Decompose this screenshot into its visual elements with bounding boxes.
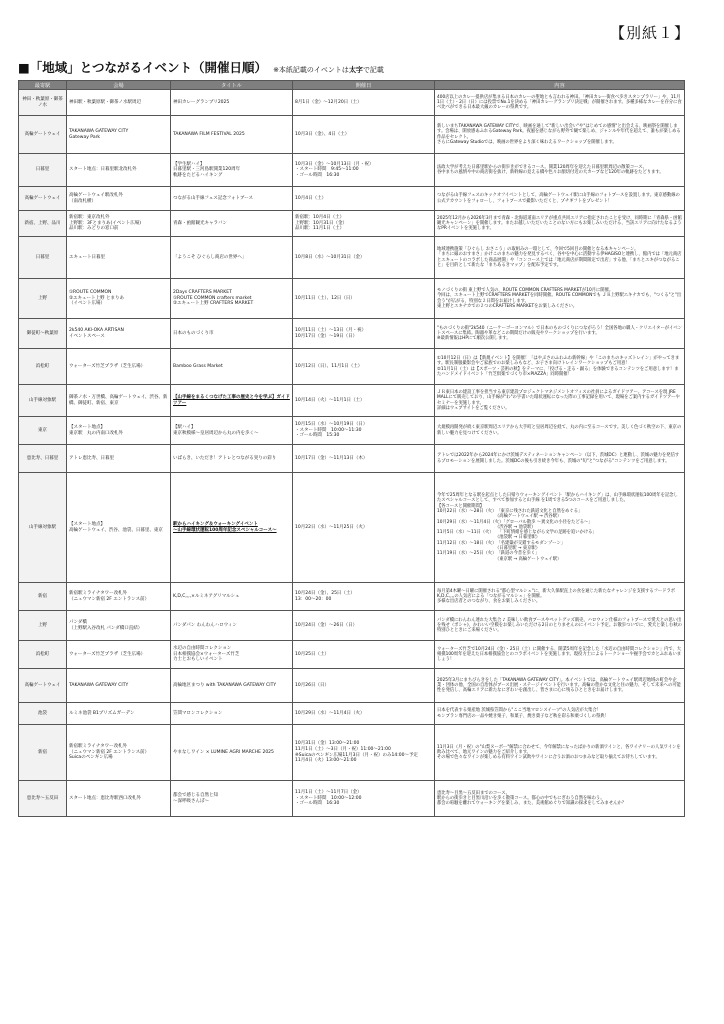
period-cell: 10月15日（水）～10月19日（日） ・スタート時間 10:00～11:30 ・ゴール時間 15:30 bbox=[293, 417, 435, 445]
station-cell: 浜松町 bbox=[19, 641, 67, 669]
period-cell: 10月8日（水）～10月31日（金） bbox=[293, 237, 435, 279]
venue-cell: 新宿駅：東京改札外 上野駅：3Fとまりあ(イベント広場) 品川駅：みどりの窓口前 bbox=[67, 211, 171, 237]
table-row bbox=[19, 187, 685, 211]
station-cell: 神田・秋葉原・御茶ノ水 bbox=[19, 90, 67, 116]
venue-cell: 【スタート地点】 東京駅 丸の内南口改札外 bbox=[67, 417, 171, 445]
table-row bbox=[19, 583, 685, 611]
table-row bbox=[19, 349, 685, 385]
document-heading bbox=[18, 58, 384, 76]
table-row bbox=[19, 237, 685, 279]
station-cell: 浜松町 bbox=[19, 349, 67, 385]
table-row bbox=[19, 641, 685, 669]
title-cell: いばらき、いただき！アトレとつながる実りの彩り bbox=[171, 445, 293, 473]
station-cell: 山手線対象駅 bbox=[19, 473, 67, 583]
content-cell: 新しいまちTAKANAWA GATEWAY CITYで、映画を通して"新しい出会い"や"はじめての感情"と出会える、映画祭を開催します。会場は、開放感あふれるGateway Park。夜風を感じながら野外で観て楽しめ、ジャンルや年代を超えて、誰もが楽しめる作品をセレクト。 さらにGateway Studioでは、映画の世界をより深く味わえるワークショップを開催します。 bbox=[435, 116, 685, 154]
station-cell: 上野 bbox=[19, 279, 67, 319]
station-cell: 高輪ゲートウェイ bbox=[19, 187, 67, 211]
content-cell: 大規模再開発が続く東京駅周辺エリアから大手町と皇居周辺を経て、丸の内に至るコースです。美しく色づく秋空の下、東京の新しい魅力を見つけてください。 bbox=[435, 417, 685, 445]
venue-cell: エキュート日暮里 bbox=[67, 237, 171, 279]
period-cell: 10月25日（土） bbox=[293, 641, 435, 669]
period-cell: 10月22日（水）～11月25日（火） bbox=[293, 473, 435, 583]
title-cell: 日本のものづくり市 bbox=[171, 319, 293, 349]
station-cell: 東京 bbox=[19, 417, 67, 445]
content-cell: つながる山手線フェスのキックオフイベントとして、高輪ゲートウェイ駅に山手線のフォトブースを設置します。東京感動線の公式アカウントをフォローし、フォトブースで撮影いただくと、プチギフトをプレゼント！ bbox=[435, 187, 685, 211]
venue-cell: TAKANAWA GATEWAY CITY bbox=[67, 669, 171, 703]
period-cell: 10月24日（金）、25日（土） 13：00～20：00 bbox=[293, 583, 435, 611]
title-cell: 青森・函館観光キャラバン bbox=[171, 211, 293, 237]
column-header-station: 最寄駅 bbox=[19, 81, 67, 90]
title-cell: 高輪地区まつり with TAKANAWA GATEWAY CITY bbox=[171, 669, 293, 703]
title-cell: 神田カレーグランプリ2025 bbox=[171, 90, 293, 116]
period-cell: 10月11日（土）、12日（日） bbox=[293, 279, 435, 319]
content-cell: パンダ橋にわんわん連れた大集合 ♪ 美味しい飲食ブースやペットグッズ販売、ハロウィン仕様のフォトブースで愛犬との思い出を残せ（ボシャ)、かわいい空模をお楽しみいただける2日のとりませんのにイベント予定。お散歩ついでに、愛犬と楽しむ秋の特別ひとときにご来場ください。 bbox=[435, 611, 685, 641]
table-row bbox=[19, 703, 685, 725]
title-cell: 都会で感じる自然と知 ～深呼吸さんぽ～ bbox=[171, 781, 293, 817]
column-header-venue: 会場 bbox=[67, 81, 171, 90]
station-cell: 新宿 bbox=[19, 725, 67, 781]
table-row bbox=[19, 669, 685, 703]
heading-note-suffix: で記載 bbox=[362, 66, 384, 74]
venue-cell: パンダ橋 （上野駅入谷改札 パンダ橋口直結） bbox=[67, 611, 171, 641]
venue-cell: TAKANAWA GATEWAY CITY Gateway Park bbox=[67, 116, 171, 154]
period-cell: 10月11日（土）～13日（月・祝） 10月17日（金）～19日（日） bbox=[293, 319, 435, 349]
content-cell: ウォーターズ竹芝で10月24日（金）・25日（土）に開催する、開業5周年を記念した「水辺の自由時間コレクション」内で、大相撲100周年を迎えた日本相撲協会とのコラボイベントを実施します。現役力士によるトークショーや握手会でカとふれあいましょう！ bbox=[435, 641, 685, 669]
station-cell: 御徒町～秋葉原 bbox=[19, 319, 67, 349]
period-cell: 10月31日（金）13:00～21:00 11月1日（土）～3日（月・祝）11:00～21:00 ※Suicaのペンギン広場11月3日（月・祝）のみ14:00～予定 11月4日（火）13:00～21:00 bbox=[293, 725, 435, 781]
heading-note-prefix: ※本紙記載のイベントは bbox=[273, 66, 349, 74]
station-cell: 恵比寿～五反田 bbox=[19, 781, 67, 817]
heading-note-emphasis: 太字 bbox=[348, 66, 363, 74]
content-cell: 日本を代表する栗産地 茨城県笠間から"ここ当地マロンスイーツ"の人気店が大集合！ モンブラン専門店の一品や焼き栗子、和菓子、焼き菓子など秋を彩る和栗づくしの祭典！ bbox=[435, 703, 685, 725]
title-cell: 「ようこそ ひぐらし商店の世界へ」 bbox=[171, 237, 293, 279]
venue-cell: 新宿駅ミライナタワー改札外 （ニュウマン新宿 2F エントランス前） Suicaのペンギン広場 bbox=[67, 725, 171, 781]
station-cell: 新宿、上野、品川 bbox=[19, 211, 67, 237]
title-cell: 【駅ハイ】 東京秋模様～皇居周辺から丸の内を歩く～ bbox=[171, 417, 293, 445]
station-cell: 池袋 bbox=[19, 703, 67, 725]
table-row bbox=[19, 319, 685, 349]
column-header-period: 開催日 bbox=[293, 81, 435, 90]
venue-cell: 御茶ノ水・万世橋、高輪ゲートウェイ、渋谷、新橋、御徒町、新宿、東京 bbox=[67, 385, 171, 417]
table-row bbox=[19, 116, 685, 154]
venue-cell: ウォーターズ竹芝プラザ（芝生広場） bbox=[67, 349, 171, 385]
content-cell: 法政大学が考えた日暮里駅からの街歩きができるコース。開業120周年を迎えた日暮里駅周辺の散策コース。 谷中まちの風情や中の商店街を抜け、新幹線の見える橋や色々お顔切付近の大カーブなど120年の軌跡をたどります。 bbox=[435, 154, 685, 187]
content-cell: 11月3日（月・祝）の"山梨ヌーボー"解禁に合わせて、今年解禁になったばかりの新酒ワインと、各ワイナリーの人気ワインを飲み比べて、地元ワインの魅力をご紹介します。 その場で色々なワインが楽しめる有料ワイン試飲やワインに合うお酒のおつまみなど取り揃えてお待ちしています。 bbox=[435, 725, 685, 781]
venue-cell: ①ROUTE COMMON ②エキュート上野 とまりあ （イベント広場） bbox=[67, 279, 171, 319]
title-cell: やまなしワイン × LUMINE AGRI MARCHE 2025 bbox=[171, 725, 293, 781]
page-title: ■「地域」とつながるイベント（開催日順） bbox=[18, 60, 268, 75]
station-cell: 高輪ゲートウェイ bbox=[19, 116, 67, 154]
column-header-content: 内容 bbox=[435, 81, 685, 90]
title-cell: K,D,C,,,,×ルミネアグリマルシェ bbox=[171, 583, 293, 611]
venue-cell: スタート地点：日暮里駅北改札外 bbox=[67, 154, 171, 187]
title-cell: 2Days CRAFTERS MARKET ①ROUTE COMMON crafters market ②エキュート上野 CRAFTERS MARKET bbox=[171, 279, 293, 319]
title-cell: 【学生駅ハイ】 日暮里駅・三河島駅開業120周年 軌跡をたどるハイキング bbox=[171, 154, 293, 187]
period-cell: 10月4日（土） bbox=[293, 187, 435, 211]
content-cell: 恵比寿～目黒～五反田までのコース。 駅からの街歩きと目黒川沿いを歩く散策コース。都心の中でもにぎわう自然を味わう。 都会の喧騒を離れてウォーキングを楽しみ、また、美術館めぐりで知識の探求をしてみませんか？ bbox=[435, 781, 685, 817]
period-cell: 8月1日（金）～12月20日（土） bbox=[293, 90, 435, 116]
period-cell: 10月14日（火）～11月1日（土） bbox=[293, 385, 435, 417]
content-cell: ①10月12日（日）は【新規イベント】を開催！「はやぶさのふわふわ新幹線」や「このまちのキッズトレイン」がやってきます。駅長制服撮影会やご家族でのお楽しみもなど、お子さま向けトレインワークショップもご用意！ ②11月1日（土）は【スポーツ・芸術の秋】をテーマに、「投げる・走る・踊る」を体験できるコンテンツをご用意します！またハンドメイドイベント「竹芝倶楽でづくり市×PIAZZA」同時開催！ bbox=[435, 349, 685, 385]
period-cell: 10月26日（日） bbox=[293, 669, 435, 703]
content-cell: アトレでは2022年から2024年にかけ茨城デスティネーションキャンペーン（以下、茨城DC）と連動し、茨城の魅力を発信するプロモーションを展開しました。茨城DCの後も引き続き今年も、茨城の"旬"と"つながる"コンテンツをご用意します。 bbox=[435, 445, 685, 473]
period-cell: 新宿駅：10月4日（土） 上野駅：10月31日（金） 品川駅：11月1日（土） bbox=[293, 211, 435, 237]
content-cell: 2025年3月にまちびらきをした「TAKANAWA GATEWAY CITY」。本イベントでは、高輪ゲートウェイ駅周辺地域の町会や企業・団体の他、全国の自治体がブース出展・ステージイベントを行います。高輪の豊かな文化と住の魅力、そして未来への可能性を発信し、高輪エリアに新たなにぎわいを創出し、皆さまに心に残るひとときをお届けします。 bbox=[435, 669, 685, 703]
title-cell: TAKANAWA FILM FESTIVAL 2025 bbox=[171, 116, 293, 154]
period-cell: 10月3日（金）、4日（土） bbox=[293, 116, 435, 154]
period-cell: 10月12日（日）、11月1日（土） bbox=[293, 349, 435, 385]
title-cell: パンダパン わんわんハロウィン bbox=[171, 611, 293, 641]
content-cell: 2025年12月から2026年3月まで青森・北海道道南エリアが重点共同エリアに指定されたことを受け、同時期に「青森県・函館観光キャンペーン」を開催します。またお越しいただいたことのない方にもお楽しみいただける、当該エリアに向けたなるようなPRイベントを実施します。 bbox=[435, 211, 685, 237]
station-cell: 新宿 bbox=[19, 583, 67, 611]
station-cell: 日暮里 bbox=[19, 237, 67, 279]
period-cell: 10月29日（水）～11月4日（火） bbox=[293, 703, 435, 725]
content-cell: 今年で25周年となる駅を起点とした日帰りウォーキングイベント「駅からハイキング」は、山手線環状運転100周年を記念したスペシャルコースとして、すべて参加すると山手線 を1周できる5つのコースをご用意しました。 【各コースと開催期間】 10月22日（水）～28日（火） 「東京に残された鉄道文化と自然をめぐる」 （高輪ゲートウェイ駅 → 渋谷駅） 10月29日（水）～11月4日（火）「グローバル散歩 ～異文化の小径をたどる～」 （渋谷駅 → 池袋駅） 11月5日（水）～11日（火） 「下町情緒を感じながら文学の足跡を追いかける」 （池袋駅 → 日暮里駅） 11月12日（水）～18日（火） 「名建築が交錯するモダンゾーン」 （日暮里駅 → 東京駅） 11月19日（水）～25日（火） 「鉄道の今昔を歩く」 （東京駅 → 高輪ゲートウェイ駅） bbox=[435, 473, 685, 583]
venue-cell: アトレ恵比寿、日暮里 bbox=[67, 445, 171, 473]
venue-cell: スタート地点：恵比寿駅西口改札外 bbox=[67, 781, 171, 817]
table-row bbox=[19, 473, 685, 583]
venue-cell: ウォーターズ竹芝プラザ（芝生広場） bbox=[67, 641, 171, 669]
title-cell: つながる山手線フェス記念フォトブース bbox=[171, 187, 293, 211]
content-cell: ＪＲ東日本の建設工事を担当する東京建設プロジェクトマネジメントオフィスの社員によるガイドツアー。アコースを現 JRE MALLにて販売しており、山手線が"わ"の字書いた環状運転になった際の工事記録を用いて、現場をご案内するガイドツアーやセミナーを実施します。 詳細はウェブサイトをご覧ください。 bbox=[435, 385, 685, 417]
content-cell: "ものづくりの街"2k540（ニーケーゴーヨンマル）で日本のものづくりにつながろう！全国各地の職人・クリエイターがイベントスペースに集結。陶器や革などこの期間だけの販売やワークショップを行います。 ※最新情報はHPにて順次公開します。 bbox=[435, 319, 685, 349]
table-row bbox=[19, 725, 685, 781]
period-cell: 10月17日（金）～11月13日（木） bbox=[293, 445, 435, 473]
station-cell: 日暮里 bbox=[19, 154, 67, 187]
table-row bbox=[19, 781, 685, 817]
event-table bbox=[18, 80, 685, 817]
period-cell: 11月1日（土）～11月7日（金） ・スタート時間 10:00～12:00 ・ゴール時間 16:30 bbox=[293, 781, 435, 817]
heading-note bbox=[273, 65, 384, 75]
venue-cell: 新宿駅ミライナタワー改札外 （ニュウマン新宿 2F エントランス前） bbox=[67, 583, 171, 611]
content-cell: 400店以上のカレー提供店が集まる日本のカレーの聖地とも言われる神田。「神田カレー街食べ歩きスタンプラリー」や、11月1日（土）・2日（日）には投票でNo.1を決める「神田カレーグランプリ決定戦」が開催されます。多種多様なカレーを存分に食べ比べができる日本最大級のカレーの祭典です。 bbox=[435, 90, 685, 116]
table-row bbox=[19, 611, 685, 641]
table-row bbox=[19, 211, 685, 237]
venue-cell: 2k540 AKI-OKA ARTISAN イベントスペース bbox=[67, 319, 171, 349]
title-cell: 笠間マロンコレクション bbox=[171, 703, 293, 725]
station-cell: 山手線対象駅 bbox=[19, 385, 67, 417]
venue-cell: 【スタート地点】 高輪ゲートウェイ、渋谷、池袋、日暮里、東京 bbox=[67, 473, 171, 583]
station-cell: 上野 bbox=[19, 611, 67, 641]
station-cell: 恵比寿、日暮里 bbox=[19, 445, 67, 473]
table-row bbox=[19, 417, 685, 445]
table-row bbox=[19, 154, 685, 187]
title-cell: 水辺の自由時間コレクション 日本相撲協会×ウォーターズ竹芝 力士とおもしいイベント bbox=[171, 641, 293, 669]
content-cell: 毎月第4木曜～日曜に開催される"都心型マルシェ"に、新大久保駅直上の食を通じた新たなチャレンジを支援するフードラボK,D,C,,,,の人気店による「つながるマルシェ」を開催。 多様な出店者とのつながり、食をお楽しみください。 bbox=[435, 583, 685, 611]
attachment-label: 【別紙１】 bbox=[609, 24, 690, 42]
table-row bbox=[19, 445, 685, 473]
table-row bbox=[19, 90, 685, 116]
title-cell: 駅からハイキング＆ウォーキングイベント ～山手線環状運転100周年記念スペシャルコース～ bbox=[171, 473, 293, 583]
table-header-row bbox=[19, 81, 685, 90]
period-cell: 10月3日（金）～10月13日（月・祝） ・スタート時間 9:45～11:00 ・ゴール時間 16:30 bbox=[293, 154, 435, 187]
table-row bbox=[19, 385, 685, 417]
content-cell: 地域連携施策「ひぐらし おさこう」の取組みの一環として、今回で5回目の開催となる本キャンペーン。 「まちに縁のおすまさ」かけこのまちの魅力を発見するべく、谷中を中心に活動する伊HAGISOと連携し、館内では「地元商店とエキュートのコラボした商品展開」や「コンコース上では「地元商店が期間限定で出店」する他、「まちとエキがつながること」を目的として新たな「まちあるきマップ」を配布予定です。 bbox=[435, 237, 685, 279]
content-cell: モノづくりの街 東上野で人気の、ROUTE COMMON CRAFTERS MARKETが10月に開催。 今回は、エキュート上野でCRAFTERS MARKETを同時開催。ROUTE COMMONでも ＪＲ上野駅エキナカでも、"つくる"と"出会う"が広がる、特別な２日間をお届けします。 東上野とエキナカでの２つのCRAFTERS MARKETをお楽しみください。 bbox=[435, 279, 685, 319]
venue-cell: ルミネ池袋 B1プリズムガーデン bbox=[67, 703, 171, 725]
title-cell: 【山手線をまるくつなげた工事の歴史と今を学ぶ】ガイドツアー bbox=[171, 385, 293, 417]
table-row bbox=[19, 279, 685, 319]
period-cell: 10月24日（金）～26日（日） bbox=[293, 611, 435, 641]
station-cell: 高輪ゲートウェイ bbox=[19, 669, 67, 703]
venue-cell: 神田駅・秋葉原駅・御茶ノ水駅周辺 bbox=[67, 90, 171, 116]
column-header-title: タイトル bbox=[171, 81, 293, 90]
venue-cell: 高輪ゲートウェイ駅改札外 （南改札横） bbox=[67, 187, 171, 211]
title-cell: Bamboo Grass Market bbox=[171, 349, 293, 385]
